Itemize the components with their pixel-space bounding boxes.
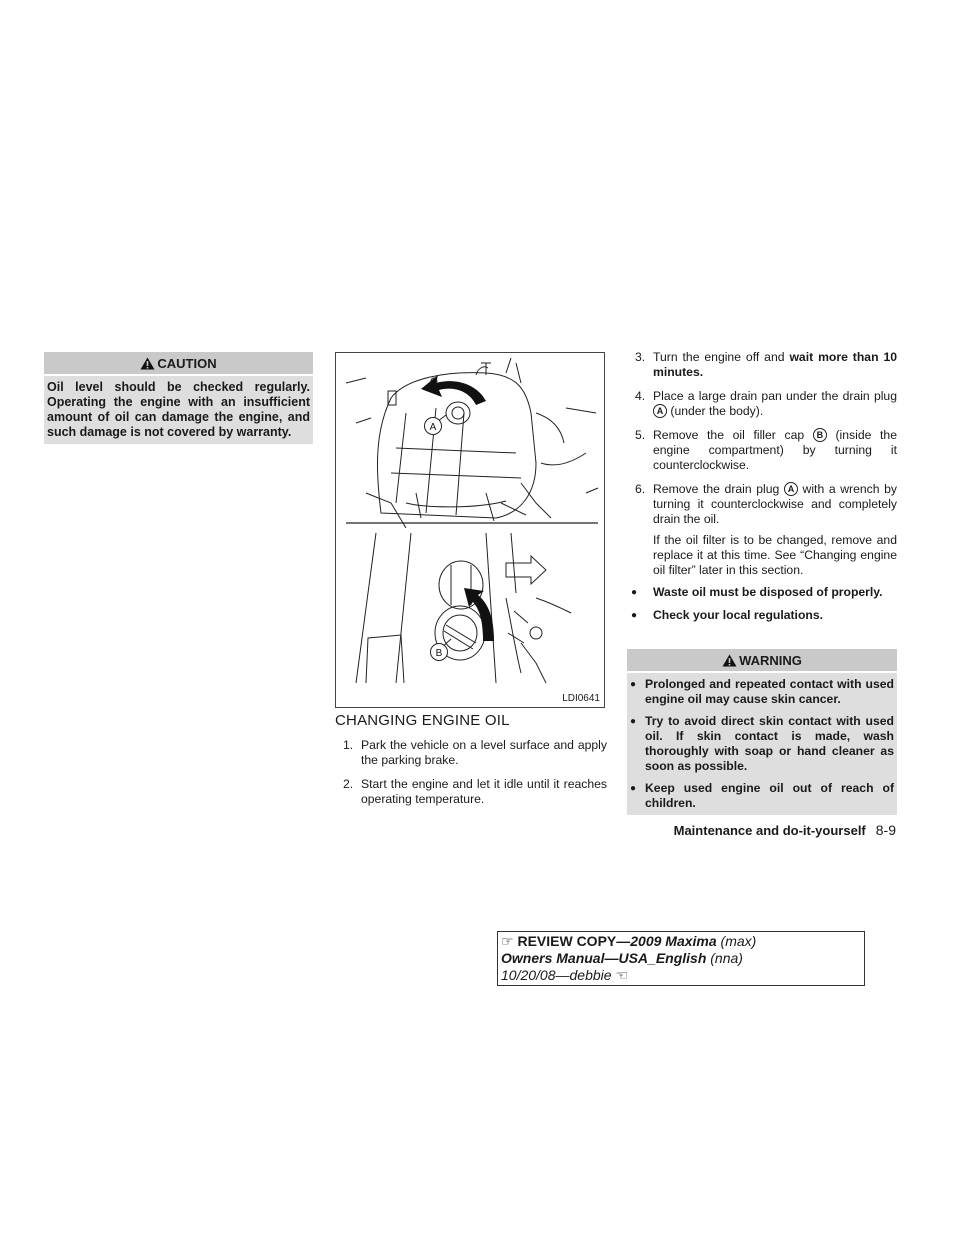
step-1: [335, 738, 607, 768]
engine-illustration: [336, 353, 604, 693]
warning-body: [627, 673, 897, 815]
step-text: Remove the oil filler cap: [653, 428, 813, 442]
review-copy-stamp: [497, 931, 865, 986]
caution-text: Oil level should be checked regularly. Operating the engine with an insufficient amount of oil can damage the engine, and such damage is not covered by warranty.: [44, 376, 313, 444]
figure-code: LDI0641: [562, 693, 600, 704]
filter-note: If the oil filter is to be changed, remove and replace it at this time. See “Changing engine oil filter” later in this section.: [653, 533, 897, 577]
warning-title: WARNING: [739, 652, 802, 668]
marker-a-icon: A: [784, 482, 798, 496]
bullet-item: ● Waste oil must be disposed of properly.: [627, 585, 897, 600]
step-text: Turn the engine off and: [653, 350, 790, 364]
caution-title: CAUTION: [157, 355, 217, 371]
caution-box: [44, 352, 313, 444]
step-text: Remove the drain plug: [653, 482, 784, 496]
warning-box: [627, 649, 897, 815]
review-model: 2009 Maxima: [630, 933, 717, 949]
step-text: Park the vehicle on a level surface and apply the parking brake.: [361, 738, 607, 767]
marker-a-icon: A: [653, 404, 667, 418]
review-manual-code: (nna): [706, 950, 743, 966]
step-text-end: (inside the engine compartment) by turning it counterclockwise.: [653, 428, 897, 472]
review-line-3: [501, 967, 861, 984]
page-footer: [674, 822, 896, 838]
figure-label-a: A: [429, 422, 437, 433]
step-number: 4.: [635, 389, 646, 403]
footer-section: Maintenance and do-it-yourself: [673, 823, 866, 838]
marker-b-icon: B: [813, 428, 827, 442]
step-5: [627, 428, 897, 473]
warning-item: ● Prolonged and repeated contact with used engine oil may cause skin cancer.: [627, 677, 894, 707]
warning-item: ● Try to avoid direct skin contact with used oil. If skin contact is made, wash thoroughly with soap or hand cleaner as soon as possible.: [627, 714, 894, 774]
step-text-end: (under the body).: [667, 404, 764, 418]
step-text-end: with a wrench by turning it counterclockwise and completely drain the oil.: [653, 482, 898, 526]
warning-item: ● Keep used engine oil out of reach of children.: [627, 781, 894, 811]
caution-header: [44, 352, 313, 374]
step-text: Place a large drain pan under the drain plug: [653, 389, 897, 403]
warning-triangle-icon: [722, 654, 737, 667]
review-manual: Owners Manual—USA_English: [501, 950, 707, 966]
bullet-item: ● Check your local regulations.: [627, 608, 897, 623]
review-line-1: [501, 933, 861, 950]
section-title: CHANGING ENGINE OIL: [335, 712, 510, 729]
step-emphasis: wait more than 10 minutes.: [653, 350, 897, 379]
review-line-2: [501, 950, 861, 967]
figure-label-b: B: [435, 648, 443, 659]
review-label: REVIEW COPY—: [517, 933, 631, 949]
review-date: 10/20/08—debbie: [501, 967, 612, 983]
engine-oil-figure: [335, 352, 605, 708]
step-number: 1.: [343, 738, 354, 752]
step-2: [335, 777, 607, 807]
step-number: 2.: [343, 777, 354, 791]
step-3: [627, 350, 897, 380]
step-number: 6.: [635, 482, 646, 496]
pointing-hand-left-icon: ☜: [615, 967, 628, 983]
review-model-code: (max): [716, 933, 757, 949]
disposal-bullets: [627, 585, 897, 631]
step-number: 3.: [635, 350, 646, 364]
page-number: 8-9: [875, 822, 896, 838]
warning-header: [627, 649, 897, 671]
steps-list-right: [627, 350, 897, 536]
step-number: 5.: [635, 428, 646, 442]
step-4: [627, 389, 897, 419]
steps-list-left: [335, 738, 607, 816]
step-6: [627, 482, 897, 527]
warning-triangle-icon: [140, 357, 155, 370]
step-text: Start the engine and let it idle until it reaches operating temperature.: [361, 777, 607, 806]
pointing-hand-right-icon: ☞: [501, 933, 514, 949]
